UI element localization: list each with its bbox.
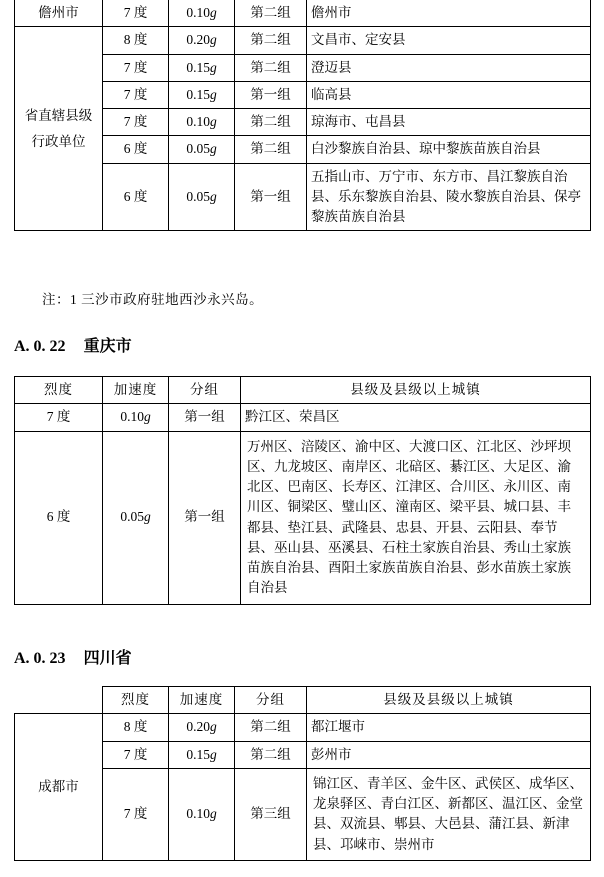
cell-intensity: 7 度 <box>15 404 103 431</box>
cell-intensity: 6 度 <box>103 136 169 163</box>
table-note: 注：1 三沙市政府驻地西沙永兴岛。 <box>42 292 264 307</box>
table-row <box>15 404 591 431</box>
cell-towns: 琼海市、屯昌县 <box>307 109 591 136</box>
cell-group: 第二组 <box>235 136 307 163</box>
cell-accel: 0.10g <box>103 404 169 431</box>
cell-group: 第二组 <box>235 54 307 81</box>
section-heading-sichuan <box>14 645 132 668</box>
cell-intensity: 6 度 <box>15 431 103 604</box>
col-accel: 加速度 <box>169 687 235 714</box>
section-number: A. 0. 23 <box>14 650 66 667</box>
cell-intensity: 7 度 <box>103 81 169 108</box>
cell-towns: 儋州市 <box>307 0 591 27</box>
cell-group: 第二组 <box>235 0 307 27</box>
section-heading-chongqing <box>14 333 132 356</box>
table-row <box>15 714 591 741</box>
cell-group: 第一组 <box>235 81 307 108</box>
table-row <box>15 431 591 604</box>
cell-intensity: 8 度 <box>103 714 169 741</box>
cell-accel: 0.15g <box>169 741 235 768</box>
cell-accel: 0.05g <box>169 163 235 231</box>
cell-region-merged: 成都市 <box>15 714 103 861</box>
cell-towns: 五指山市、万宁市、东方市、昌江黎族自治县、乐东黎族自治县、陵水黎族自治县、保亭黎族苗族自治县 <box>307 163 591 231</box>
section-number: A. 0. 22 <box>14 338 66 355</box>
cell-group: 第二组 <box>235 109 307 136</box>
col-group: 分组 <box>235 687 307 714</box>
cell-intensity: 7 度 <box>103 109 169 136</box>
col-group: 分组 <box>169 377 241 404</box>
cell-group: 第二组 <box>235 27 307 54</box>
cell-group: 第一组 <box>169 431 241 604</box>
cell-accel: 0.05g <box>169 136 235 163</box>
col-intensity: 烈度 <box>15 377 103 404</box>
cell-region-merged: 省直辖县级行政单位 <box>15 27 103 231</box>
cell-towns: 白沙黎族自治县、琼中黎族苗族自治县 <box>307 136 591 163</box>
table-sichuan <box>14 686 591 861</box>
section-title: 四川省 <box>83 650 132 667</box>
cell-accel: 0.05g <box>103 431 169 604</box>
table-row <box>15 0 591 27</box>
cell-accel: 0.10g <box>169 768 235 860</box>
cell-towns: 锦江区、青羊区、金牛区、武侯区、成华区、龙泉驿区、青白江区、新都区、温江区、金堂县、双流县、郫县、大邑县、蒲江县、新津县、邛崃市、崇州市 <box>307 768 591 860</box>
cell-accel: 0.15g <box>169 81 235 108</box>
col-accel: 加速度 <box>103 377 169 404</box>
cell-group: 第二组 <box>235 714 307 741</box>
cell-accel: 0.15g <box>169 54 235 81</box>
cell-towns: 彭州市 <box>307 741 591 768</box>
cell-towns: 黔江区、荣昌区 <box>241 404 591 431</box>
cell-accel: 0.10g <box>169 0 235 27</box>
cell-intensity: 7 度 <box>103 768 169 860</box>
cell-group: 第二组 <box>235 741 307 768</box>
cell-accel: 0.20g <box>169 714 235 741</box>
cell-towns: 澄迈县 <box>307 54 591 81</box>
table-header-row <box>15 687 591 714</box>
table-header-row <box>15 377 591 404</box>
col-intensity: 烈度 <box>103 687 169 714</box>
cell-towns: 文昌市、定安县 <box>307 27 591 54</box>
table-row <box>15 27 591 54</box>
col-towns: 县级及县级以上城镇 <box>241 377 591 404</box>
cell-intensity: 6 度 <box>103 163 169 231</box>
cell-intensity: 8 度 <box>103 27 169 54</box>
col-spacer <box>15 687 103 714</box>
cell-intensity: 7 度 <box>103 54 169 81</box>
cell-group: 第一组 <box>235 163 307 231</box>
cell-accel: 0.20g <box>169 27 235 54</box>
cell-intensity: 7 度 <box>103 0 169 27</box>
section-title: 重庆市 <box>83 338 132 355</box>
cell-group: 第三组 <box>235 768 307 860</box>
cell-accel: 0.10g <box>169 109 235 136</box>
col-towns: 县级及县级以上城镇 <box>307 687 591 714</box>
table-chongqing <box>14 376 591 605</box>
cell-towns: 万州区、涪陵区、渝中区、大渡口区、江北区、沙坪坝区、九龙坡区、南岸区、北碚区、綦江区、大足区、渝北区、巴南区、长寿区、江津区、合川区、永川区、南川区、铜梁区、璧山区、潼南区、梁平县、城口县、丰都县、垫江县、武隆县、忠县、开县、云阳县、奉节县、巫山县、巫溪县、石柱土家族自治县、秀山土家族苗族自治县、酉阳土家族苗族自治县、彭水苗族土家族自治县 <box>241 431 591 604</box>
table-hainan-continued <box>14 0 591 231</box>
cell-towns: 临高县 <box>307 81 591 108</box>
cell-group: 第一组 <box>169 404 241 431</box>
cell-intensity: 7 度 <box>103 741 169 768</box>
cell-towns: 都江堰市 <box>307 714 591 741</box>
cell-region: 儋州市 <box>15 0 103 27</box>
